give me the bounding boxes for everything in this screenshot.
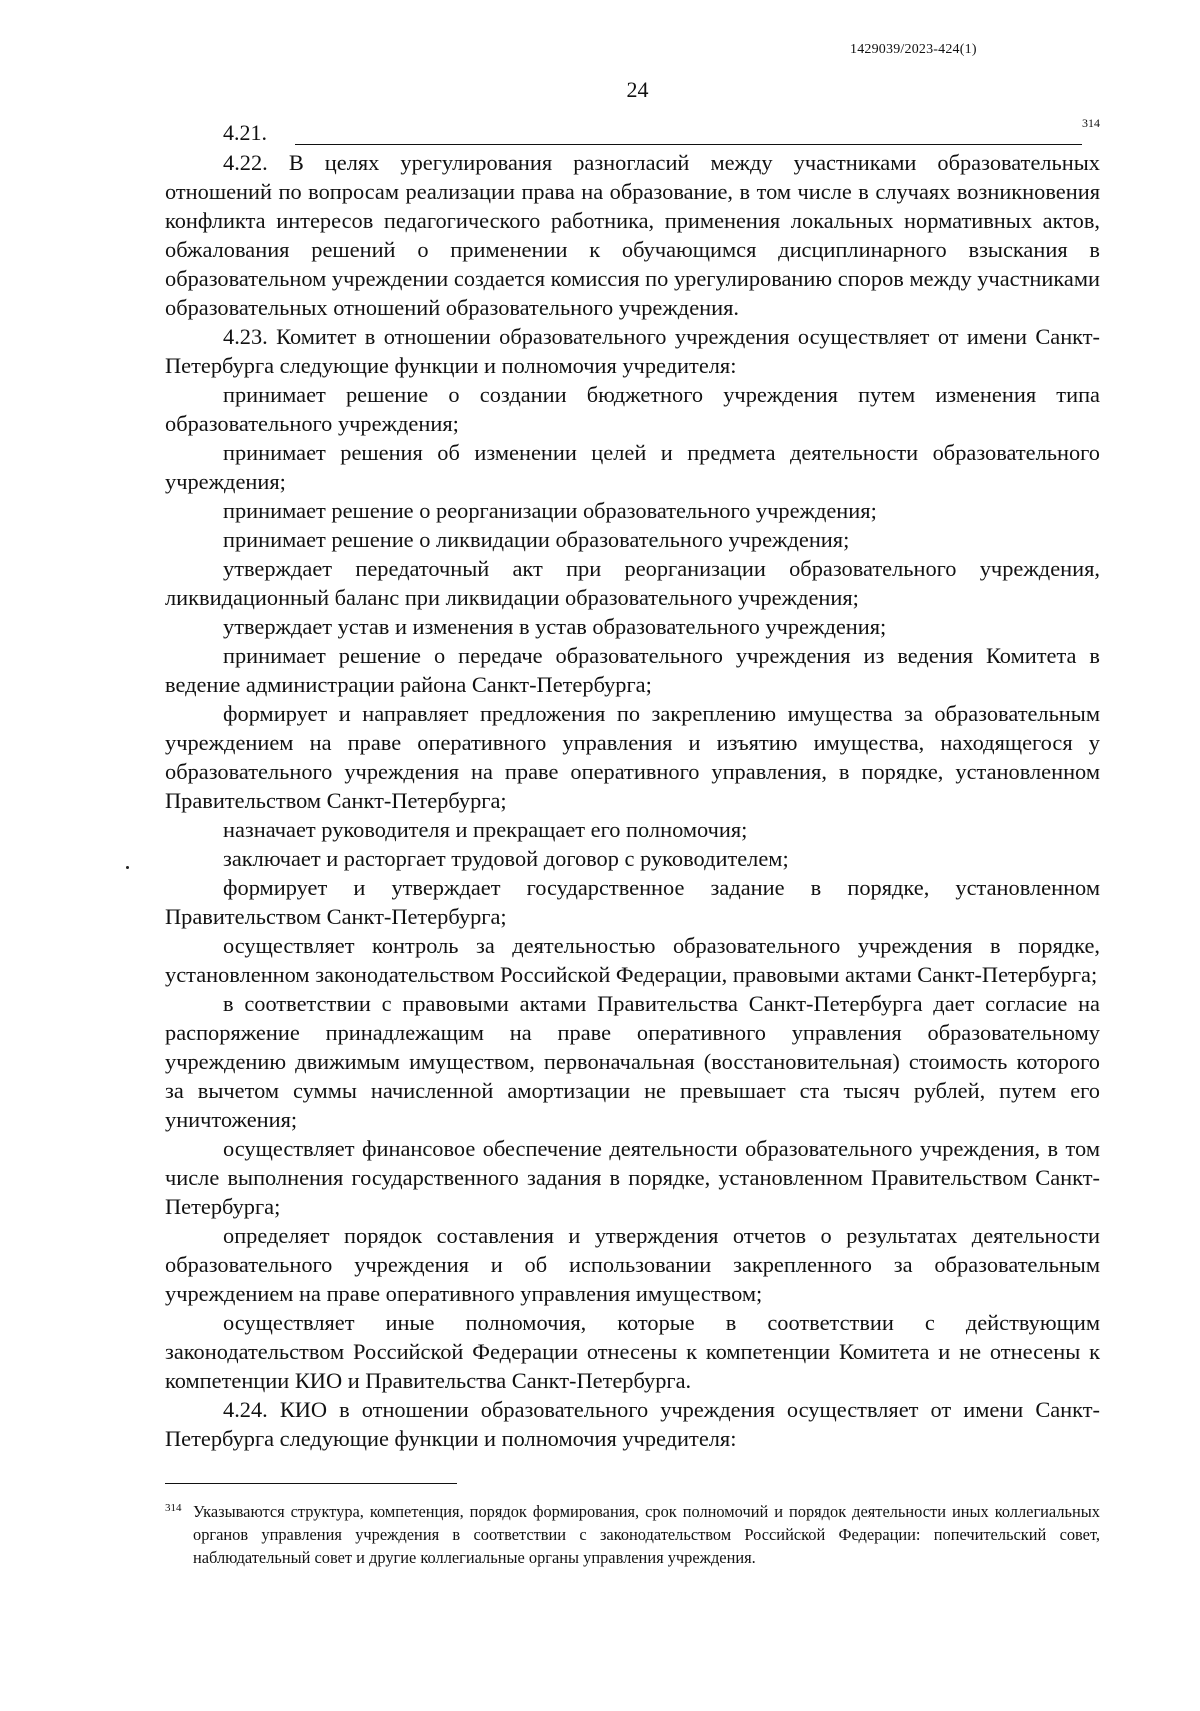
list-item: принимает решения об изменении целей и предмета деятельности образовательного учреждения; <box>165 440 1100 494</box>
clause-4-21-number: 4.21. <box>223 120 267 145</box>
list-item: утверждает передаточный акт при реорганизации образовательного учреждения, ликвидационный баланс при ликвидации образовательного учреждения; <box>165 556 1100 610</box>
list-item: осуществляет финансовое обеспечение деятельности образовательного учреждения, в том числе выполнения государственного задания в порядке, установленном Правительством Санкт-Петербурга; <box>165 1136 1100 1219</box>
blank-fill-line <box>295 144 1082 145</box>
list-item: формирует и направляет предложения по закреплению имущества за образовательным учреждением на праве оперативного управления и изъятию имущества, находящегося у образовательного учреждения на праве оперативного управления, в порядке, установленном Правительством Санкт-Петербурга; <box>165 701 1100 813</box>
list-item: осуществляет контроль за деятельностью образовательного учреждения в порядке, установленном законодательством Российской Федерации, правовыми актами Санкт-Петербурга; <box>165 933 1100 987</box>
page-number: 24 <box>626 77 649 102</box>
document-number: 1429039/2023-424(1) <box>850 42 977 57</box>
footnote <box>165 1497 1100 1569</box>
list-item: назначает руководителя и прекращает его полномочия; <box>223 817 748 842</box>
footnote-separator <box>165 1483 457 1484</box>
document-body <box>165 148 1100 1453</box>
footnote-text: Указываются структура, компетенция, порядок формирования, срок полномочий и порядок деятельности иных коллегиальных органов управления учреждения в соответствии с законодательством Российской Федерации: попечительский совет, наблюдательный совет и другие коллегиальные органы управления учреждения. <box>193 1502 1100 1567</box>
list-item: принимает решение о создании бюджетного учреждения путем изменения типа образовательного учреждения; <box>165 382 1100 436</box>
clause-4-21 <box>165 116 1100 148</box>
list-item: осуществляет иные полномочия, которые в соответствии с действующим законодательством Российской Федерации отнесены к компетенции Комитета и не отнесены к компетенции КИО и Правительства Санкт-Петербурга. <box>165 1310 1100 1393</box>
list-item: формирует и утверждает государственное задание в порядке, установленном Правительством Санкт-Петербурга; <box>165 875 1100 929</box>
list-item: утверждает устав и изменения в устав образовательного учреждения; <box>223 614 887 639</box>
list-item: принимает решение о ликвидации образовательного учреждения; <box>223 527 850 552</box>
paragraph-4-22: 4.22. В целях урегулирования разногласий между участниками образовательных отношений по вопросам реализации права на образование, в том числе в случаях возникновения конфликта интересов педагогического работника, применения локальных нормативных актов, обжалования решений о применении к обучающимся дисциплинарного взыскания в образовательном учреждении создается комиссия по урегулированию споров между участниками образовательных отношений образовательного учреждения. <box>165 150 1100 320</box>
list-item: заключает и расторгает трудовой договор с руководителем; <box>223 846 789 871</box>
paragraph-4-23: 4.23. Комитет в отношении образовательного учреждения осуществляет от имени Санкт-Петербурга следующие функции и полномочия учредителя: <box>165 324 1100 378</box>
footnote-reference: 314 <box>1082 116 1100 130</box>
list-item: в соответствии с правовыми актами Правительства Санкт-Петербурга дает согласие на распоряжение принадлежащим на праве оперативного управления образовательному учреждению движимым имуществом, первоначальная (восстановительная) стоимость которого за вычетом суммы начисленной амортизации не превышает ста тысяч рублей, путем его уничтожения; <box>165 991 1100 1132</box>
list-item: определяет порядок составления и утверждения отчетов о результатах деятельности образовательного учреждения и об использовании закрепленного за образовательным учреждением на праве оперативного управления имуществом; <box>165 1223 1100 1306</box>
paragraph-4-24: 4.24. КИО в отношении образовательного учреждения осуществляет от имени Санкт-Петербурга следующие функции и полномочия учредителя: <box>165 1397 1100 1451</box>
list-item: принимает решение о передаче образовательного учреждения из ведения Комитета в ведение администрации района Санкт-Петербурга; <box>165 643 1100 697</box>
footnote-mark: 314 <box>165 1502 182 1514</box>
scan-speck <box>126 866 129 869</box>
list-item: принимает решение о реорганизации образовательного учреждения; <box>223 498 877 523</box>
